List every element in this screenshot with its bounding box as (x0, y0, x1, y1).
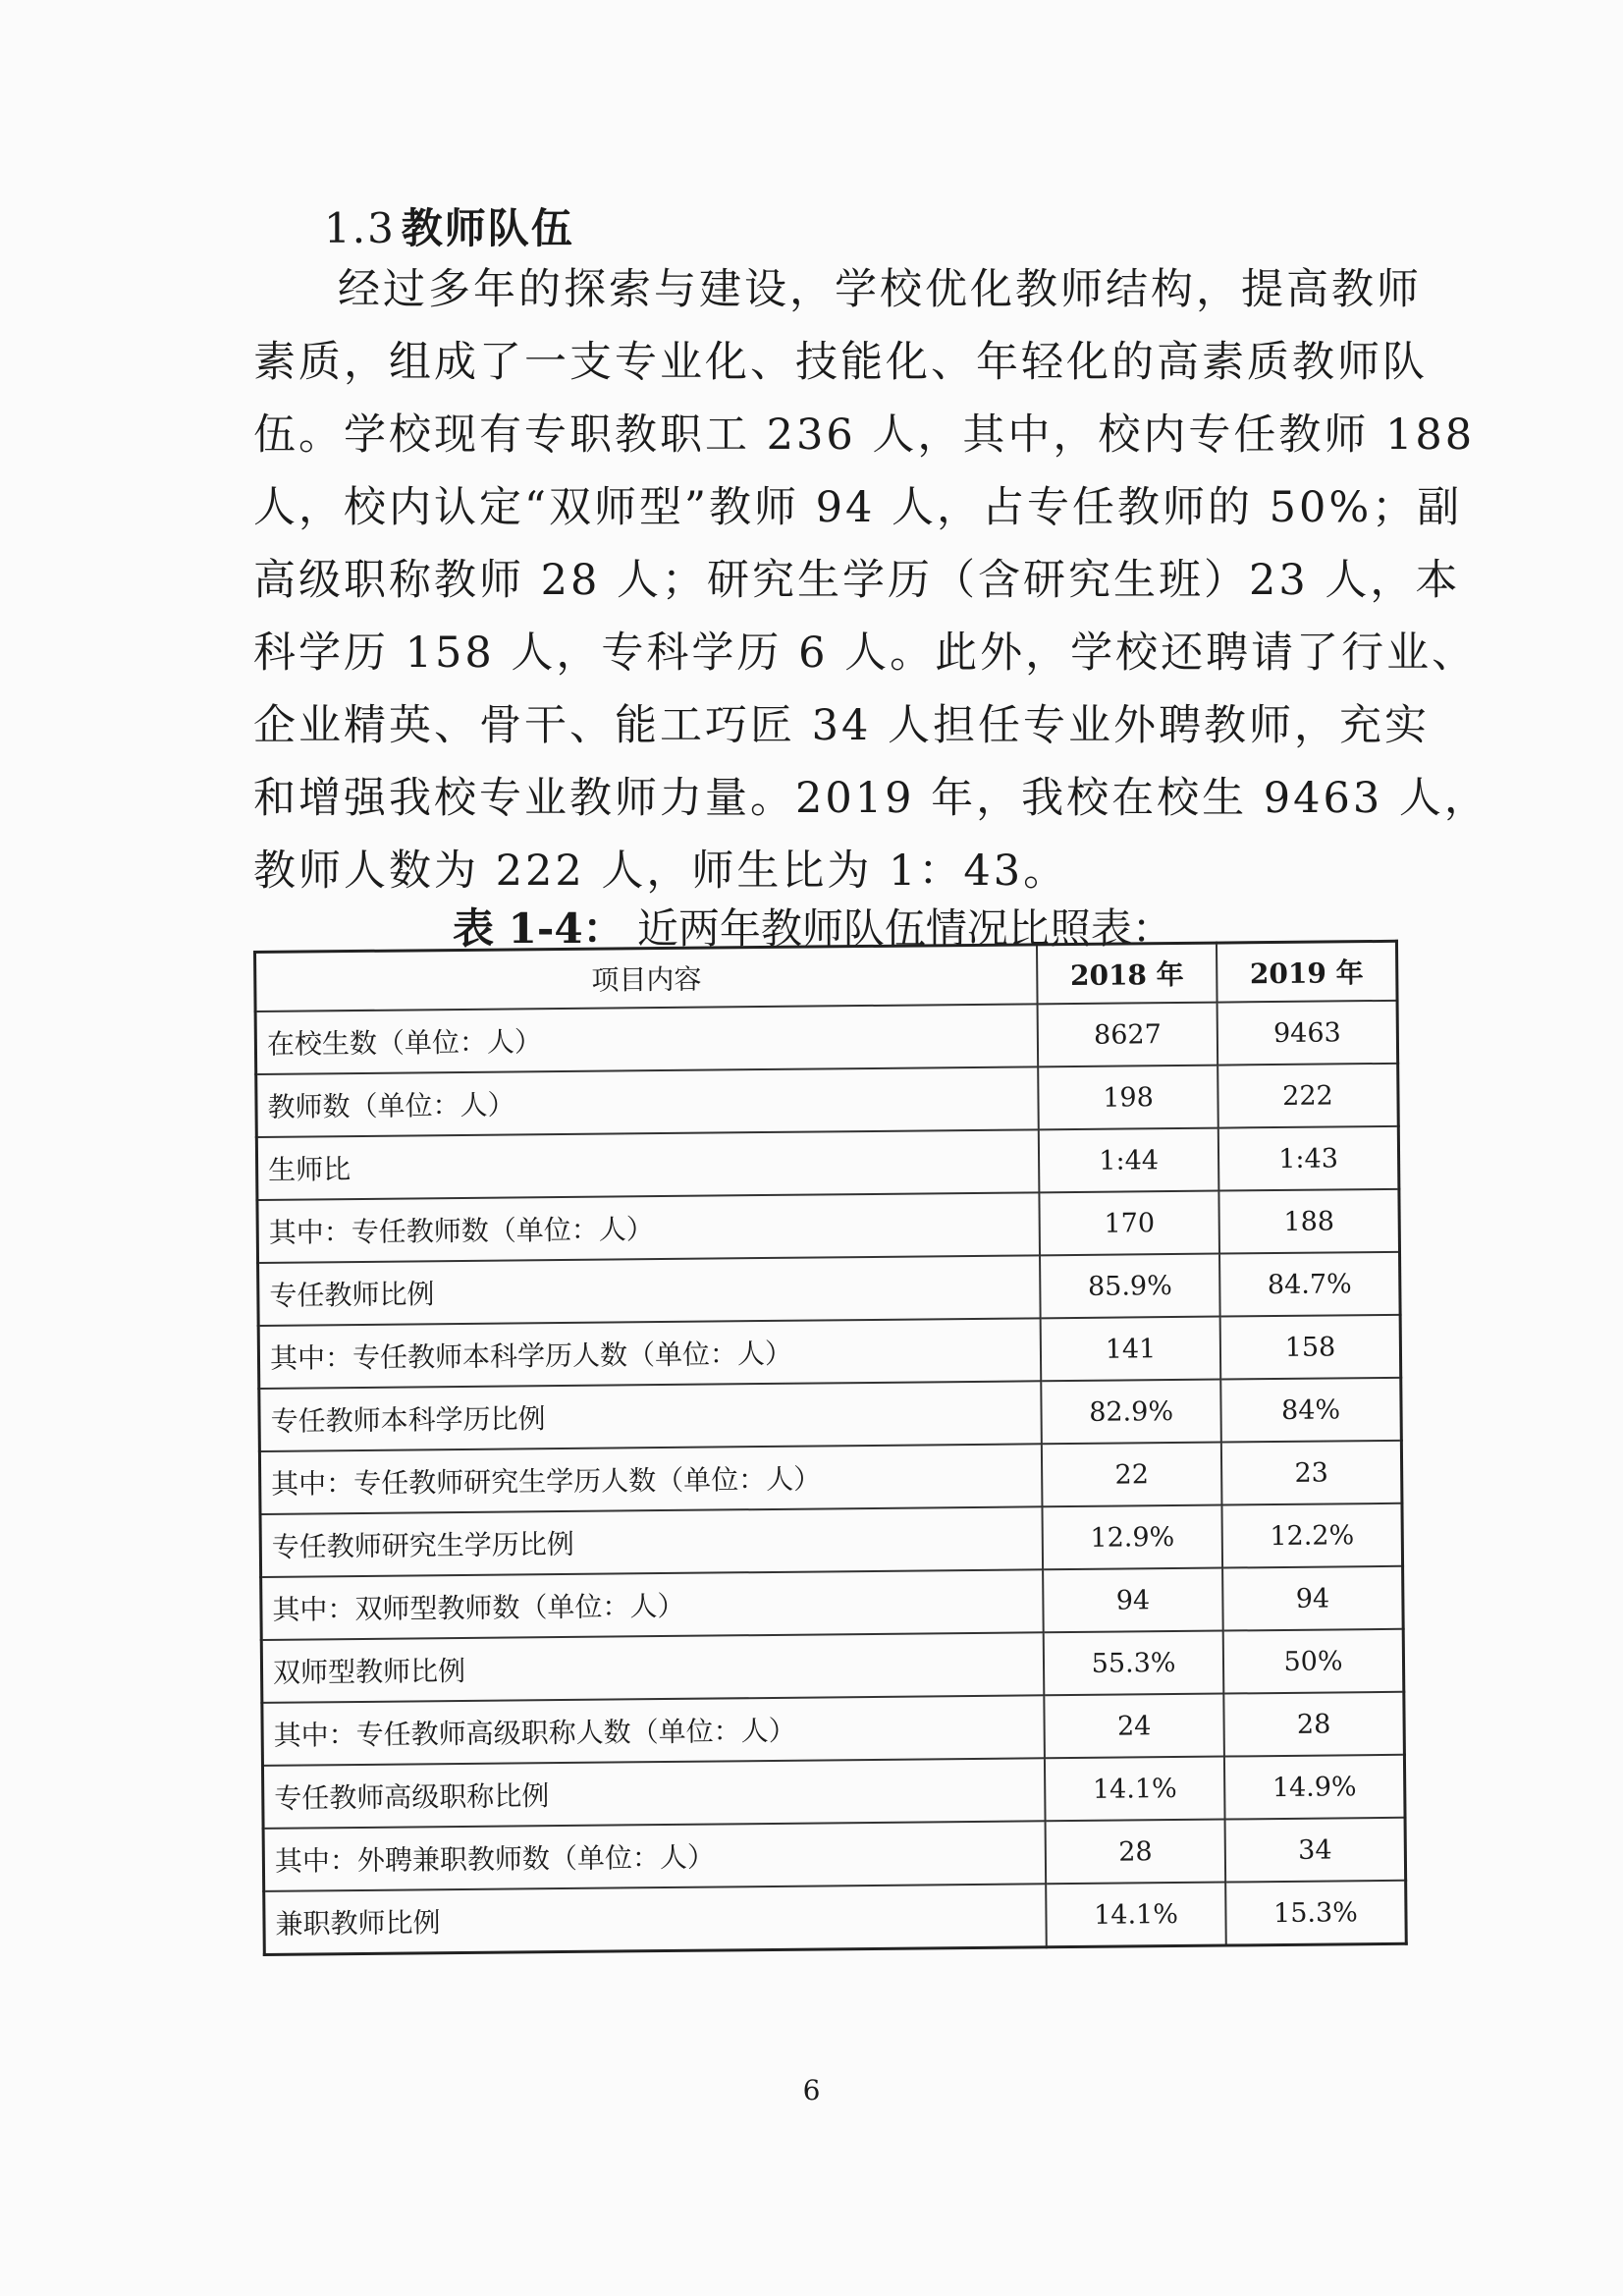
table-caption-label: 表 1-4： (453, 904, 624, 953)
row-item-label: 专任教师研究生学历比例 (260, 1506, 1043, 1577)
table-row (258, 1252, 1401, 1326)
table-row (256, 1126, 1399, 1200)
table-row (258, 1315, 1401, 1389)
row-item-label: 教师数（单位：人） (256, 1066, 1039, 1137)
value-2019: 9463 (1217, 1001, 1398, 1066)
value-2018: 24 (1044, 1694, 1224, 1759)
section-title: 教师队伍 (401, 204, 574, 252)
teacher-comparison-table (253, 940, 1408, 1956)
value-2019: 222 (1217, 1064, 1398, 1128)
table-row (259, 1441, 1402, 1514)
value-2019: 14.9% (1224, 1755, 1405, 1820)
value-2019: 34 (1225, 1818, 1406, 1883)
value-2019: 158 (1220, 1315, 1401, 1380)
row-item-label: 其中：专任教师高级职称人数（单位：人） (262, 1695, 1045, 1766)
paragraph-line: 科学历 158 人，专科学历 6 人。此外，学校还聘请了行业、 (253, 629, 1478, 678)
table-body (255, 1001, 1406, 1955)
paragraph-line: 素质，组成了一支专业化、技能化、年轻化的高素质教师队 (253, 338, 1428, 387)
value-2019: 28 (1223, 1692, 1404, 1757)
table-row (262, 1755, 1405, 1829)
value-2019: 84.7% (1219, 1252, 1400, 1317)
value-2019: 23 (1221, 1441, 1402, 1505)
value-2018: 94 (1043, 1568, 1223, 1633)
table-row (260, 1503, 1403, 1577)
table-row (261, 1629, 1404, 1703)
value-2018: 14.1% (1046, 1883, 1226, 1947)
table-header-row (255, 941, 1398, 1011)
value-2019: 94 (1222, 1566, 1403, 1631)
value-2018: 170 (1040, 1191, 1220, 1256)
value-2018: 8627 (1038, 1003, 1218, 1067)
paragraph-line: 伍。学校现有专职教职工 236 人，其中，校内专任教师 188 (253, 410, 1476, 460)
table-row (264, 1881, 1407, 1955)
body-paragraph (253, 253, 1489, 907)
value-2018: 55.3% (1044, 1631, 1224, 1696)
value-2019: 12.2% (1222, 1503, 1403, 1568)
value-2019: 188 (1218, 1189, 1399, 1254)
row-item-label: 其中：专任教师本科学历人数（单位：人） (258, 1318, 1041, 1389)
row-item-label: 其中：外聘兼职教师数（单位：人） (263, 1821, 1046, 1891)
table-row (262, 1692, 1405, 1766)
value-2018: 198 (1038, 1066, 1218, 1130)
value-2019: 15.3% (1225, 1881, 1406, 1945)
value-2018: 12.9% (1043, 1505, 1223, 1570)
value-2019: 84% (1220, 1378, 1401, 1443)
value-2018: 141 (1041, 1317, 1221, 1382)
section-heading (324, 196, 574, 255)
row-item-label: 兼职教师比例 (264, 1884, 1047, 1954)
value-2018: 22 (1042, 1443, 1222, 1507)
value-2019: 50% (1223, 1629, 1404, 1694)
paragraph-line: 企业精英、骨干、能工巧匠 34 人担任专业外聘教师，充实 (253, 701, 1431, 750)
row-item-label: 在校生数（单位：人） (255, 1004, 1038, 1074)
paragraph-line: 和增强我校专业教师力量。2019 年，我校在校生 9463 人， (253, 774, 1489, 823)
row-item-label: 其中：双师型教师数（单位：人） (261, 1569, 1044, 1640)
value-2018: 85.9% (1040, 1254, 1220, 1319)
table-caption-title: 近两年教师队伍情况比照表： (636, 904, 1173, 953)
table-row (259, 1378, 1402, 1451)
value-2018: 14.1% (1045, 1757, 1225, 1822)
paragraph-line: 人，校内认定“双师型”教师 94 人，占专任教师的 50%；副 (253, 483, 1463, 532)
row-item-label: 其中：专任教师数（单位：人） (257, 1192, 1040, 1263)
paragraph-line: 高级职称教师 28 人；研究生学历（含研究生班）23 人，本 (253, 556, 1461, 605)
row-item-label: 生师比 (256, 1129, 1039, 1200)
value-2018: 82.9% (1041, 1380, 1221, 1445)
value-2018: 28 (1046, 1820, 1226, 1885)
column-header-2018: 2018 年 (1037, 943, 1217, 1004)
table-row (263, 1818, 1406, 1891)
column-header-item: 项目内容 (255, 945, 1038, 1011)
row-item-label: 专任教师本科学历比例 (259, 1381, 1042, 1451)
row-item-label: 双师型教师比例 (261, 1632, 1044, 1703)
paragraph-line: 教师人数为 222 人，师生比为 1：43。 (253, 847, 1069, 896)
paragraph-line: 经过多年的探索与建设，学校优化教师结构，提高教师 (338, 265, 1422, 314)
row-item-label: 其中：专任教师研究生学历人数（单位：人） (259, 1444, 1042, 1514)
table-row (261, 1566, 1404, 1640)
table-row (255, 1001, 1398, 1074)
value-2019: 1:43 (1218, 1126, 1399, 1191)
row-item-label: 专任教师比例 (258, 1255, 1041, 1326)
section-number: 1.3 (324, 204, 396, 252)
value-2018: 1:44 (1039, 1128, 1219, 1193)
column-header-2019: 2019 年 (1217, 941, 1397, 1002)
row-item-label: 专任教师高级职称比例 (262, 1758, 1045, 1829)
page-number: 6 (802, 2074, 821, 2106)
table-row (257, 1189, 1400, 1263)
table-row (256, 1064, 1399, 1137)
